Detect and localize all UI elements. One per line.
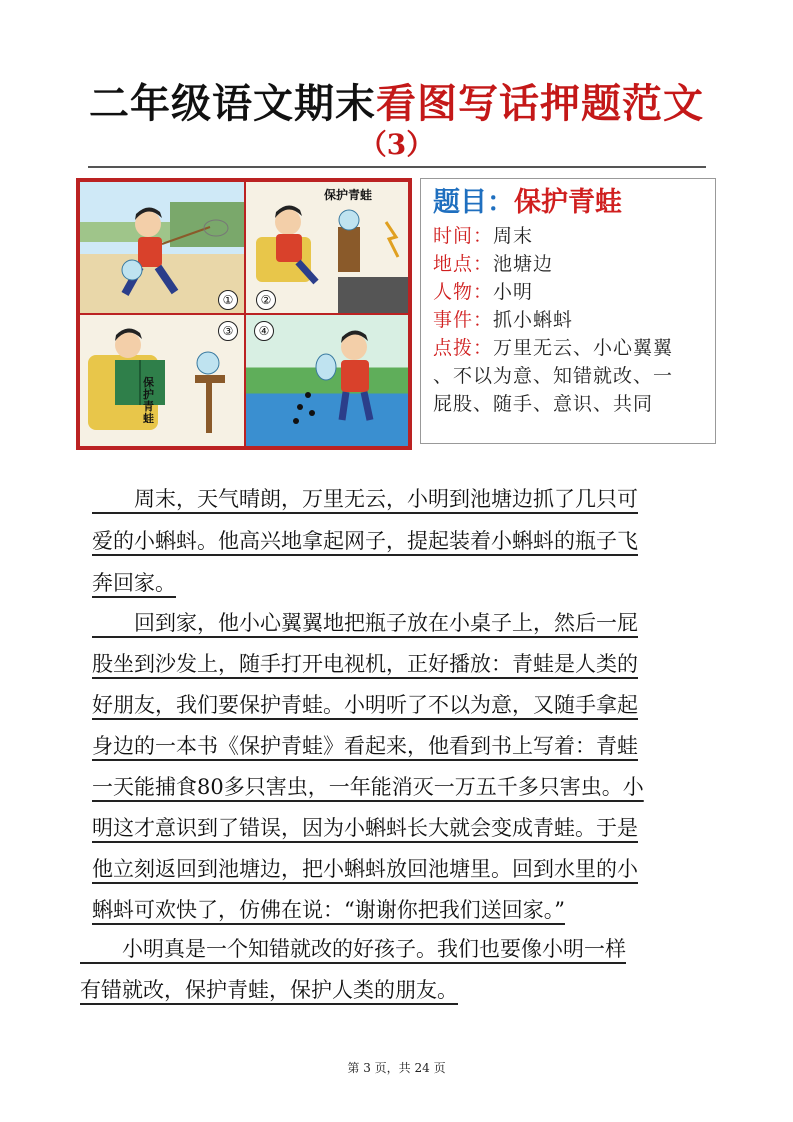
comic-panel-4 <box>246 315 408 446</box>
info-key: 事件： <box>433 309 494 331</box>
topic-label: 题目： <box>433 187 514 218</box>
title-divider <box>88 166 706 168</box>
essay-line <box>92 684 638 726</box>
comic-strip <box>76 178 412 450</box>
tips-line-3: 屁股、随手、意识、共同 <box>433 393 654 415</box>
essay-line-text: 回到家，他小心翼翼地把瓶子放在小桌子上，然后一屁 <box>92 611 638 635</box>
page-title <box>0 80 793 128</box>
page-footer: 第 3 页，共 24 页 <box>347 1061 446 1075</box>
essay-line <box>80 928 626 970</box>
essay-line <box>92 643 638 685</box>
info-row-person <box>433 279 533 305</box>
topic-heading <box>433 185 622 221</box>
panel-number-3: ③ <box>218 321 238 341</box>
essay-line <box>92 889 565 931</box>
info-value: 池塘边 <box>493 253 554 275</box>
essay-line <box>80 969 458 1011</box>
essay-line-text: 他立刻返回到池塘边，把小蝌蚪放回池塘里。回到水里的小 <box>92 857 638 881</box>
essay-line-text: 蝌蚪可欢快了，仿佛在说：“谢谢你把我们送回家。” <box>92 898 565 922</box>
page-subtitle: （3） <box>358 128 435 161</box>
info-key: 时间： <box>433 225 494 247</box>
info-value: 抓小蝌蚪 <box>493 309 574 331</box>
topic-value: 保护青蛙 <box>514 187 622 218</box>
essay-line <box>92 725 638 767</box>
essay-line <box>92 478 638 520</box>
comic-panel-1 <box>80 182 244 313</box>
info-key: 地点： <box>433 253 494 275</box>
essay-line <box>92 602 638 644</box>
title-part2: 看图写话押题范文 <box>376 80 704 127</box>
essay-line-text: 好朋友，我们要保护青蛙。小明听了不以为意，又随手拿起 <box>92 693 638 717</box>
writing-guide-box <box>420 178 716 444</box>
essay-line-text: 有错就改，保护青蛙，保护人类的朋友。 <box>80 978 458 1002</box>
book-title: 保护青蛙 <box>143 376 154 425</box>
essay-line <box>92 520 638 562</box>
tips-label: 点拨： <box>433 337 494 359</box>
tv-caption: 保护青蛙 <box>324 188 373 202</box>
panel-number-2: ② <box>256 290 276 310</box>
essay-line-text: 股坐到沙发上，随手打开电视机，正好播放：青蛙是人类的 <box>92 652 638 676</box>
essay-line <box>92 766 644 808</box>
info-row-event <box>433 307 573 333</box>
panel-number-1: ① <box>218 290 238 310</box>
essay-line <box>92 562 176 604</box>
comic-panel-3 <box>80 315 244 446</box>
essay-line-text: 周末，天气晴朗，万里无云，小明到池塘边抓了几只可 <box>92 487 638 511</box>
tips-line-1: 万里无云、小心翼翼 <box>493 337 674 359</box>
essay-line-text: 小明真是一个知错就改的好孩子。我们也要像小明一样 <box>80 937 626 961</box>
info-value: 周末 <box>493 225 534 247</box>
essay-line-text: 身边的一本书《保护青蛙》看起来，他看到书上写着：青蛙 <box>92 734 638 758</box>
essay-line <box>92 848 638 890</box>
essay-line <box>92 807 638 849</box>
info-value: 小明 <box>493 281 534 303</box>
info-row-place <box>433 251 553 277</box>
essay-line-text: 明这才意识到了错误，因为小蝌蚪长大就会变成青蛙。于是 <box>92 816 638 840</box>
comic-panel-2 <box>246 182 408 313</box>
panel-number-4: ④ <box>254 321 274 341</box>
essay-line-text: 爱的小蝌蚪。他高兴地拿起网子，提起装着小蝌蚪的瓶子飞 <box>92 529 638 553</box>
info-row-tips <box>433 335 673 361</box>
info-row-time <box>433 223 533 249</box>
essay-line-text: 奔回家。 <box>92 571 176 595</box>
tips-line-2: 、不以为意、知错就改、一 <box>433 365 674 387</box>
info-key: 人物： <box>433 281 494 303</box>
title-part1: 二年级语文期末 <box>89 80 376 127</box>
essay-line-text: 一天能捕食80多只害虫，一年能消灭一万五千多只害虫。小 <box>92 775 644 799</box>
